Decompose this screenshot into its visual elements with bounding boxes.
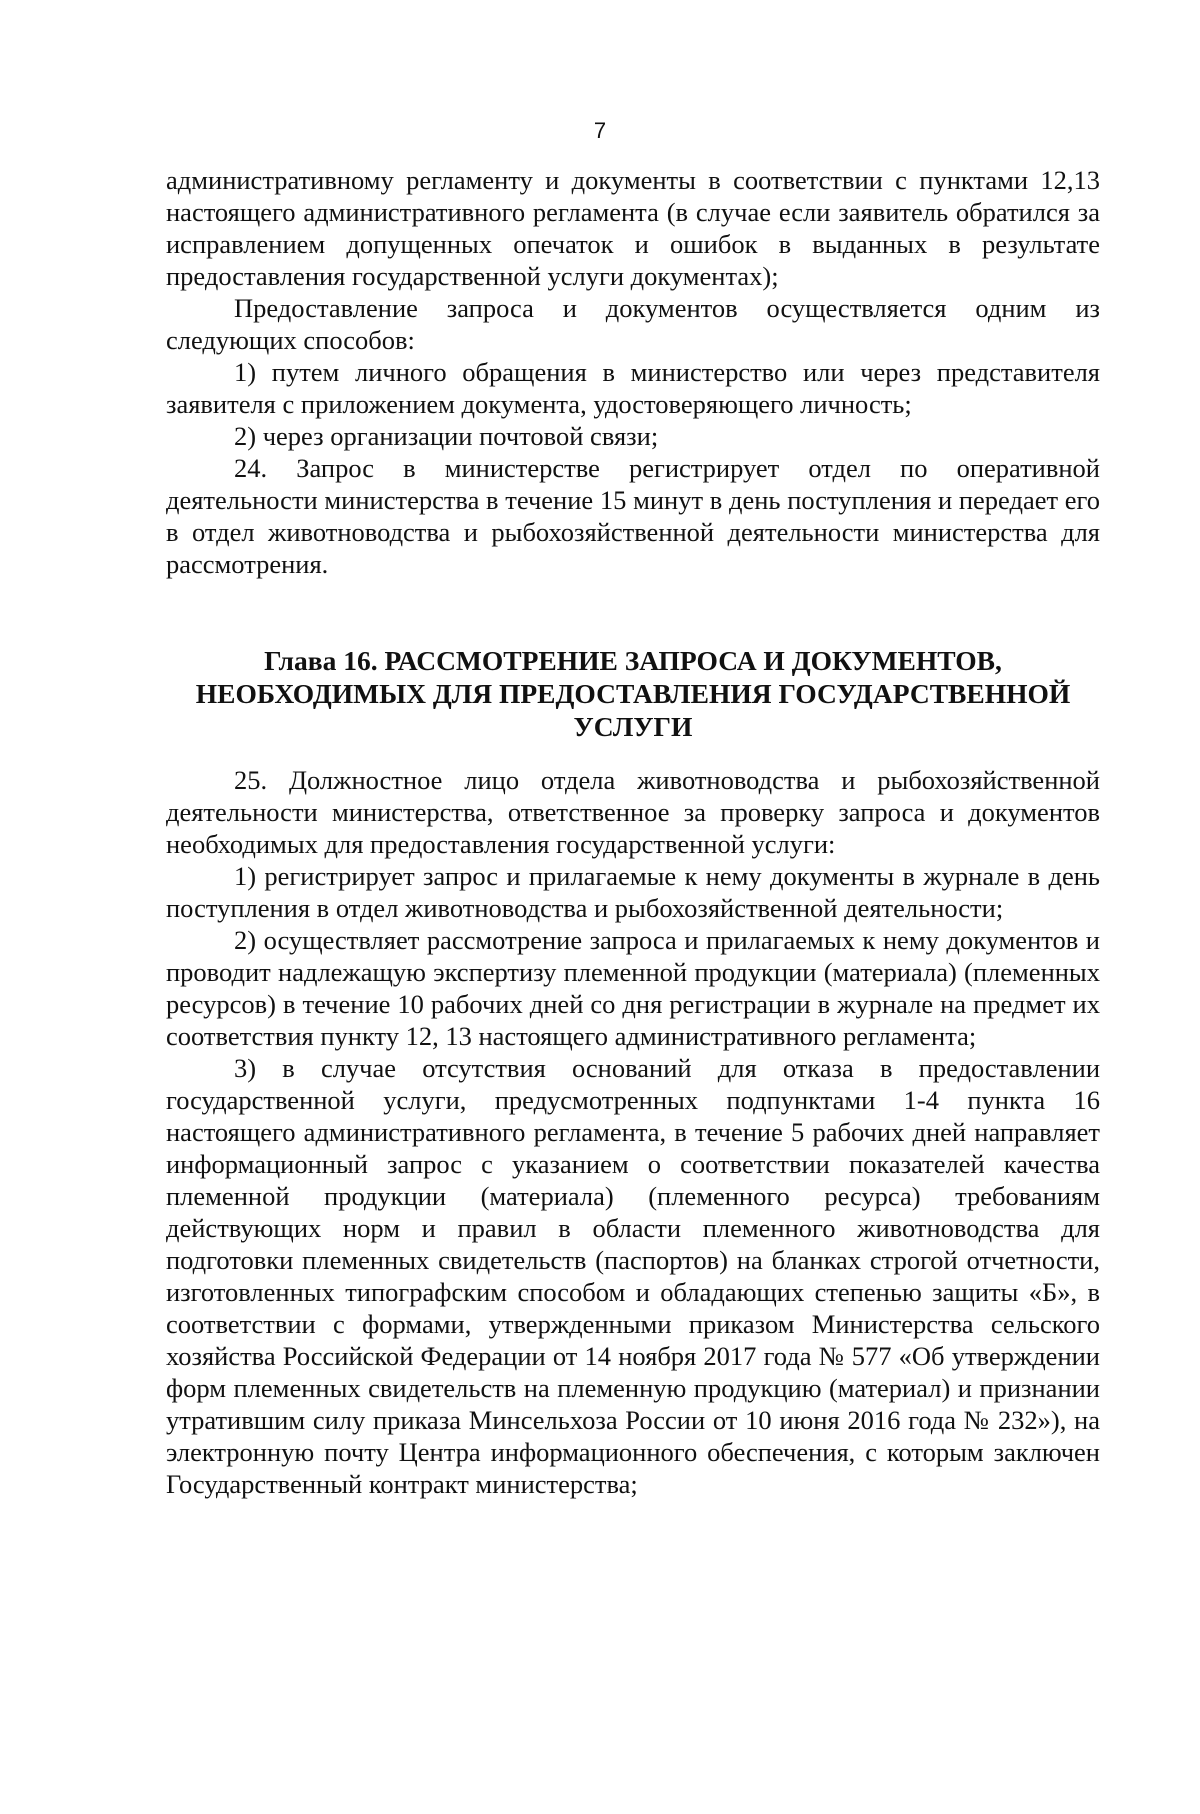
text-block-top (166, 164, 1100, 580)
chapter-heading (150, 644, 1116, 743)
paragraph-subitem-2: 2) осуществляет рассмотрение запроса и прилагаемых к нему документов и проводит надлежащую экспертизу племенной продукции (материала) (племенных ресурсов) в течение 10 рабочих дней со дня регистрации в журнале на предмет их соответствия пункту 12, 13 настоящего административного регламента; (166, 925, 1100, 1051)
paragraph-item-24: 24. Запрос в министерстве регистрирует отдел по оперативной деятельности министерства в течение 15 минут в день поступления и передает его в отдел животноводства и рыбохозяйственной деятельности министерства для рассмотрения. (166, 453, 1100, 579)
chapter-heading-line: Глава 16. РАССМОТРЕНИЕ ЗАПРОСА И ДОКУМЕНТОВ, (264, 645, 1002, 676)
paragraph-continuation: административному регламенту и документы в соответствии с пунктами 12,13 настоящего административного регламента (в случае если заявитель обратился за исправлением допущенных опечаток и ошибок в выданных в результате предоставления государственной услуги документах); (166, 165, 1100, 291)
chapter-heading-line: НЕОБХОДИМЫХ ДЛЯ ПРЕДОСТАВЛЕНИЯ ГОСУДАРСТВЕННОЙ (195, 678, 1071, 709)
paragraph-subitem-3: 3) в случае отсутствия оснований для отказа в предоставлении государственной услуги, предусмотренных подпунктами 1-4 пункта 16 настоящего административного регламента, в течение 5 рабочих дней направляет информационный запрос с указанием о соответствии показателей качества племенной продукции (материала) (племенного ресурса) требованиям действующих норм и правил в области племенного животноводства для подготовки племенных свидетельств (паспортов) на бланках строгой отчетности, изготовленных типографским способом и обладающих степенью защиты «Б», в соответствии с формами, утвержденными приказом Министерства сельского хозяйства Российской Федерации от 14 ноября 2017 года № 577 «Об утверждении форм племенных свидетельств на племенную продукцию (материал) и признании утратившим силу приказа Минсельхоза России от 10 июня 2016 года № 232»), на электронную почту Центра информационного обеспечения, с которым заключен Государственный контракт министерства; (166, 1053, 1100, 1499)
chapter-heading-line: УСЛУГИ (573, 711, 693, 742)
paragraph-subitem-1: 1) регистрирует запрос и прилагаемые к нему документы в журнале в день поступления в отдел животноводства и рыбохозяйственной деятельности; (166, 861, 1100, 923)
page-number: 7 (593, 118, 607, 143)
paragraph-method-1: 1) путем личного обращения в министерство или через представителя заявителя с приложением документа, удостоверяющего личность; (166, 357, 1100, 419)
text-block-bottom (166, 764, 1100, 1500)
paragraph-submission-methods: Предоставление запроса и документов осуществляется одним из следующих способов: (166, 293, 1100, 355)
paragraph-method-2: 2) через организации почтовой связи; (234, 421, 659, 451)
paragraph-item-25: 25. Должностное лицо отдела животноводства и рыбохозяйственной деятельности министерства, ответственное за проверку запроса и документов необходимых для предоставления государственной услуги: (166, 765, 1100, 859)
